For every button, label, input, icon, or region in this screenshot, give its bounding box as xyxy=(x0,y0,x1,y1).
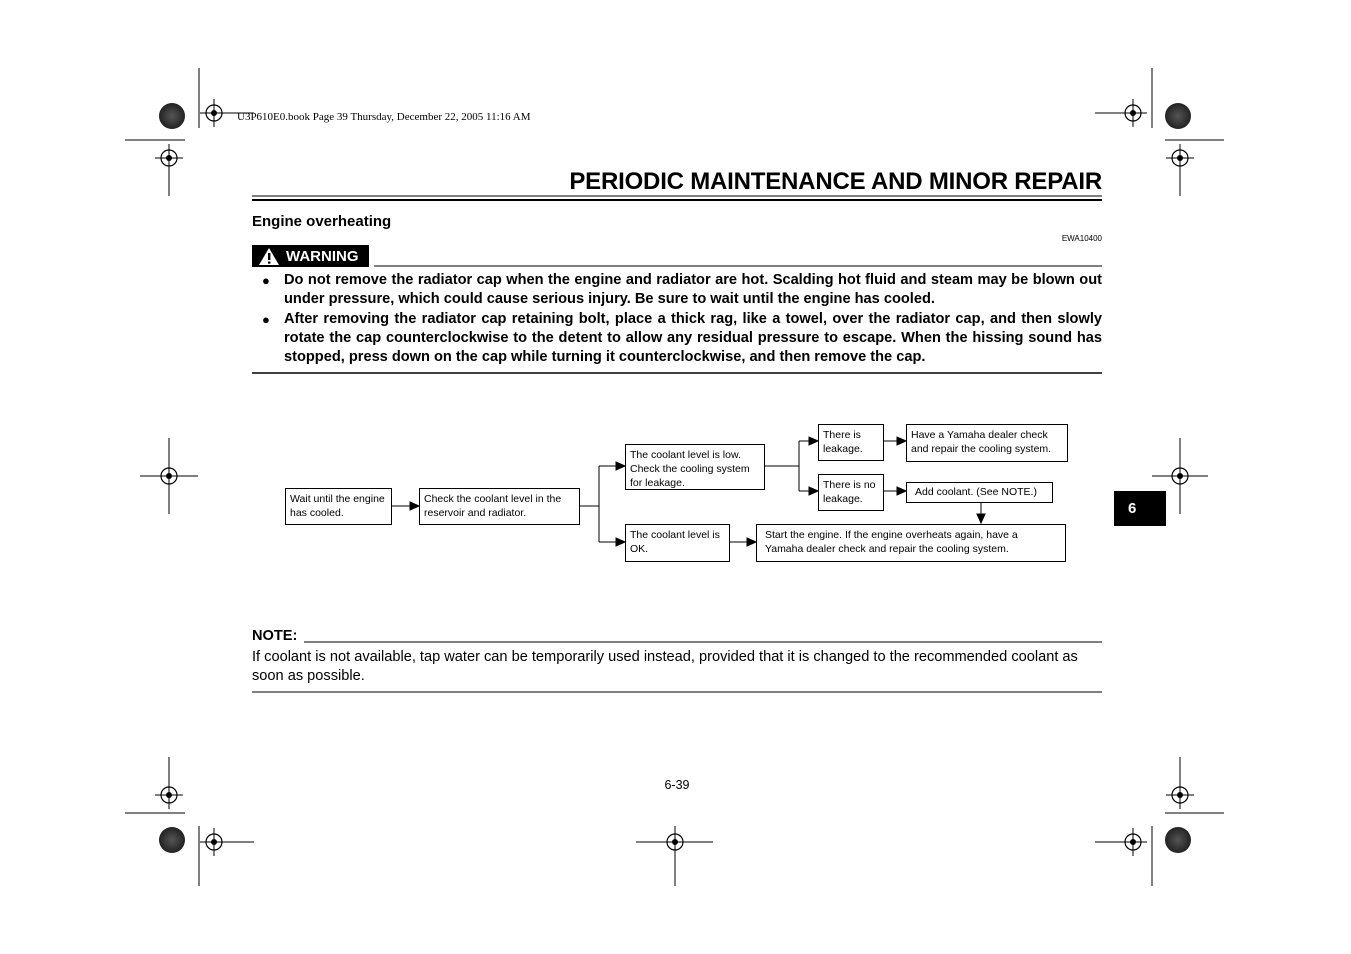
flow-no-leakage-box: There is no leakage. xyxy=(818,474,884,511)
warning-label: WARNING xyxy=(286,247,359,265)
note-label: NOTE: xyxy=(252,628,298,644)
flow-wait-box: Wait until the engine has cooled. xyxy=(285,488,392,525)
bullet-icon: ● xyxy=(262,312,270,327)
flow-start-engine-box: Start the engine. If the engine overheats again, have a Yamaha dealer check and repair the cooling system. xyxy=(756,524,1066,562)
bullet-icon: ● xyxy=(262,273,270,288)
printer-info-line: U3P610E0.book Page 39 Thursday, December 22, 2005 11:16 AM xyxy=(237,111,531,123)
page-number: 6-39 xyxy=(664,778,690,792)
flow-leakage-box: There is leakage. xyxy=(818,424,884,461)
warning-list xyxy=(262,271,1102,368)
flow-dealer-check-box: Have a Yamaha dealer check and repair the cooling system. xyxy=(906,424,1068,462)
list-item: ● After removing the radiator cap retaining bolt, place a thick rag, like a towel, over the radiator cap, and then slowly rotate the cap counterclockwise to the detent to allow any residual pressure to escape. When the hissing sound has stopped, press down on the cap while turning it counterclockwise, and then remove the cap. xyxy=(262,311,1102,365)
flow-add-coolant-box: Add coolant. (See NOTE.) xyxy=(906,482,1053,503)
warning-code: EWA10400 xyxy=(1061,234,1102,243)
list-item: ● Do not remove the radiator cap when the engine and radiator are hot. Scalding hot fluid and steam may be blown out under pressure, which could cause serious injury. Be sure to wait until the engine has cooled. xyxy=(262,272,1102,307)
warning-triangle-icon xyxy=(258,247,280,266)
flow-check-level-box: Check the coolant level in the reservoir and radiator. xyxy=(419,488,580,525)
page-title: PERIODIC MAINTENANCE AND MINOR REPAIR xyxy=(569,168,1102,195)
flow-level-low-box: The coolant level is low. Check the cooling system for leakage. xyxy=(625,444,765,490)
note-text: If coolant is not available, tap water can be temporarily used instead, provided that it is changed to the recommended coolant as soon as possible. xyxy=(252,649,1078,684)
section-heading: Engine overheating xyxy=(252,213,392,230)
chapter-tab: 6 xyxy=(1114,491,1166,526)
flow-level-ok-box: The coolant level is OK. xyxy=(625,524,730,562)
warning-badge xyxy=(252,245,369,267)
star-target xyxy=(159,103,185,129)
